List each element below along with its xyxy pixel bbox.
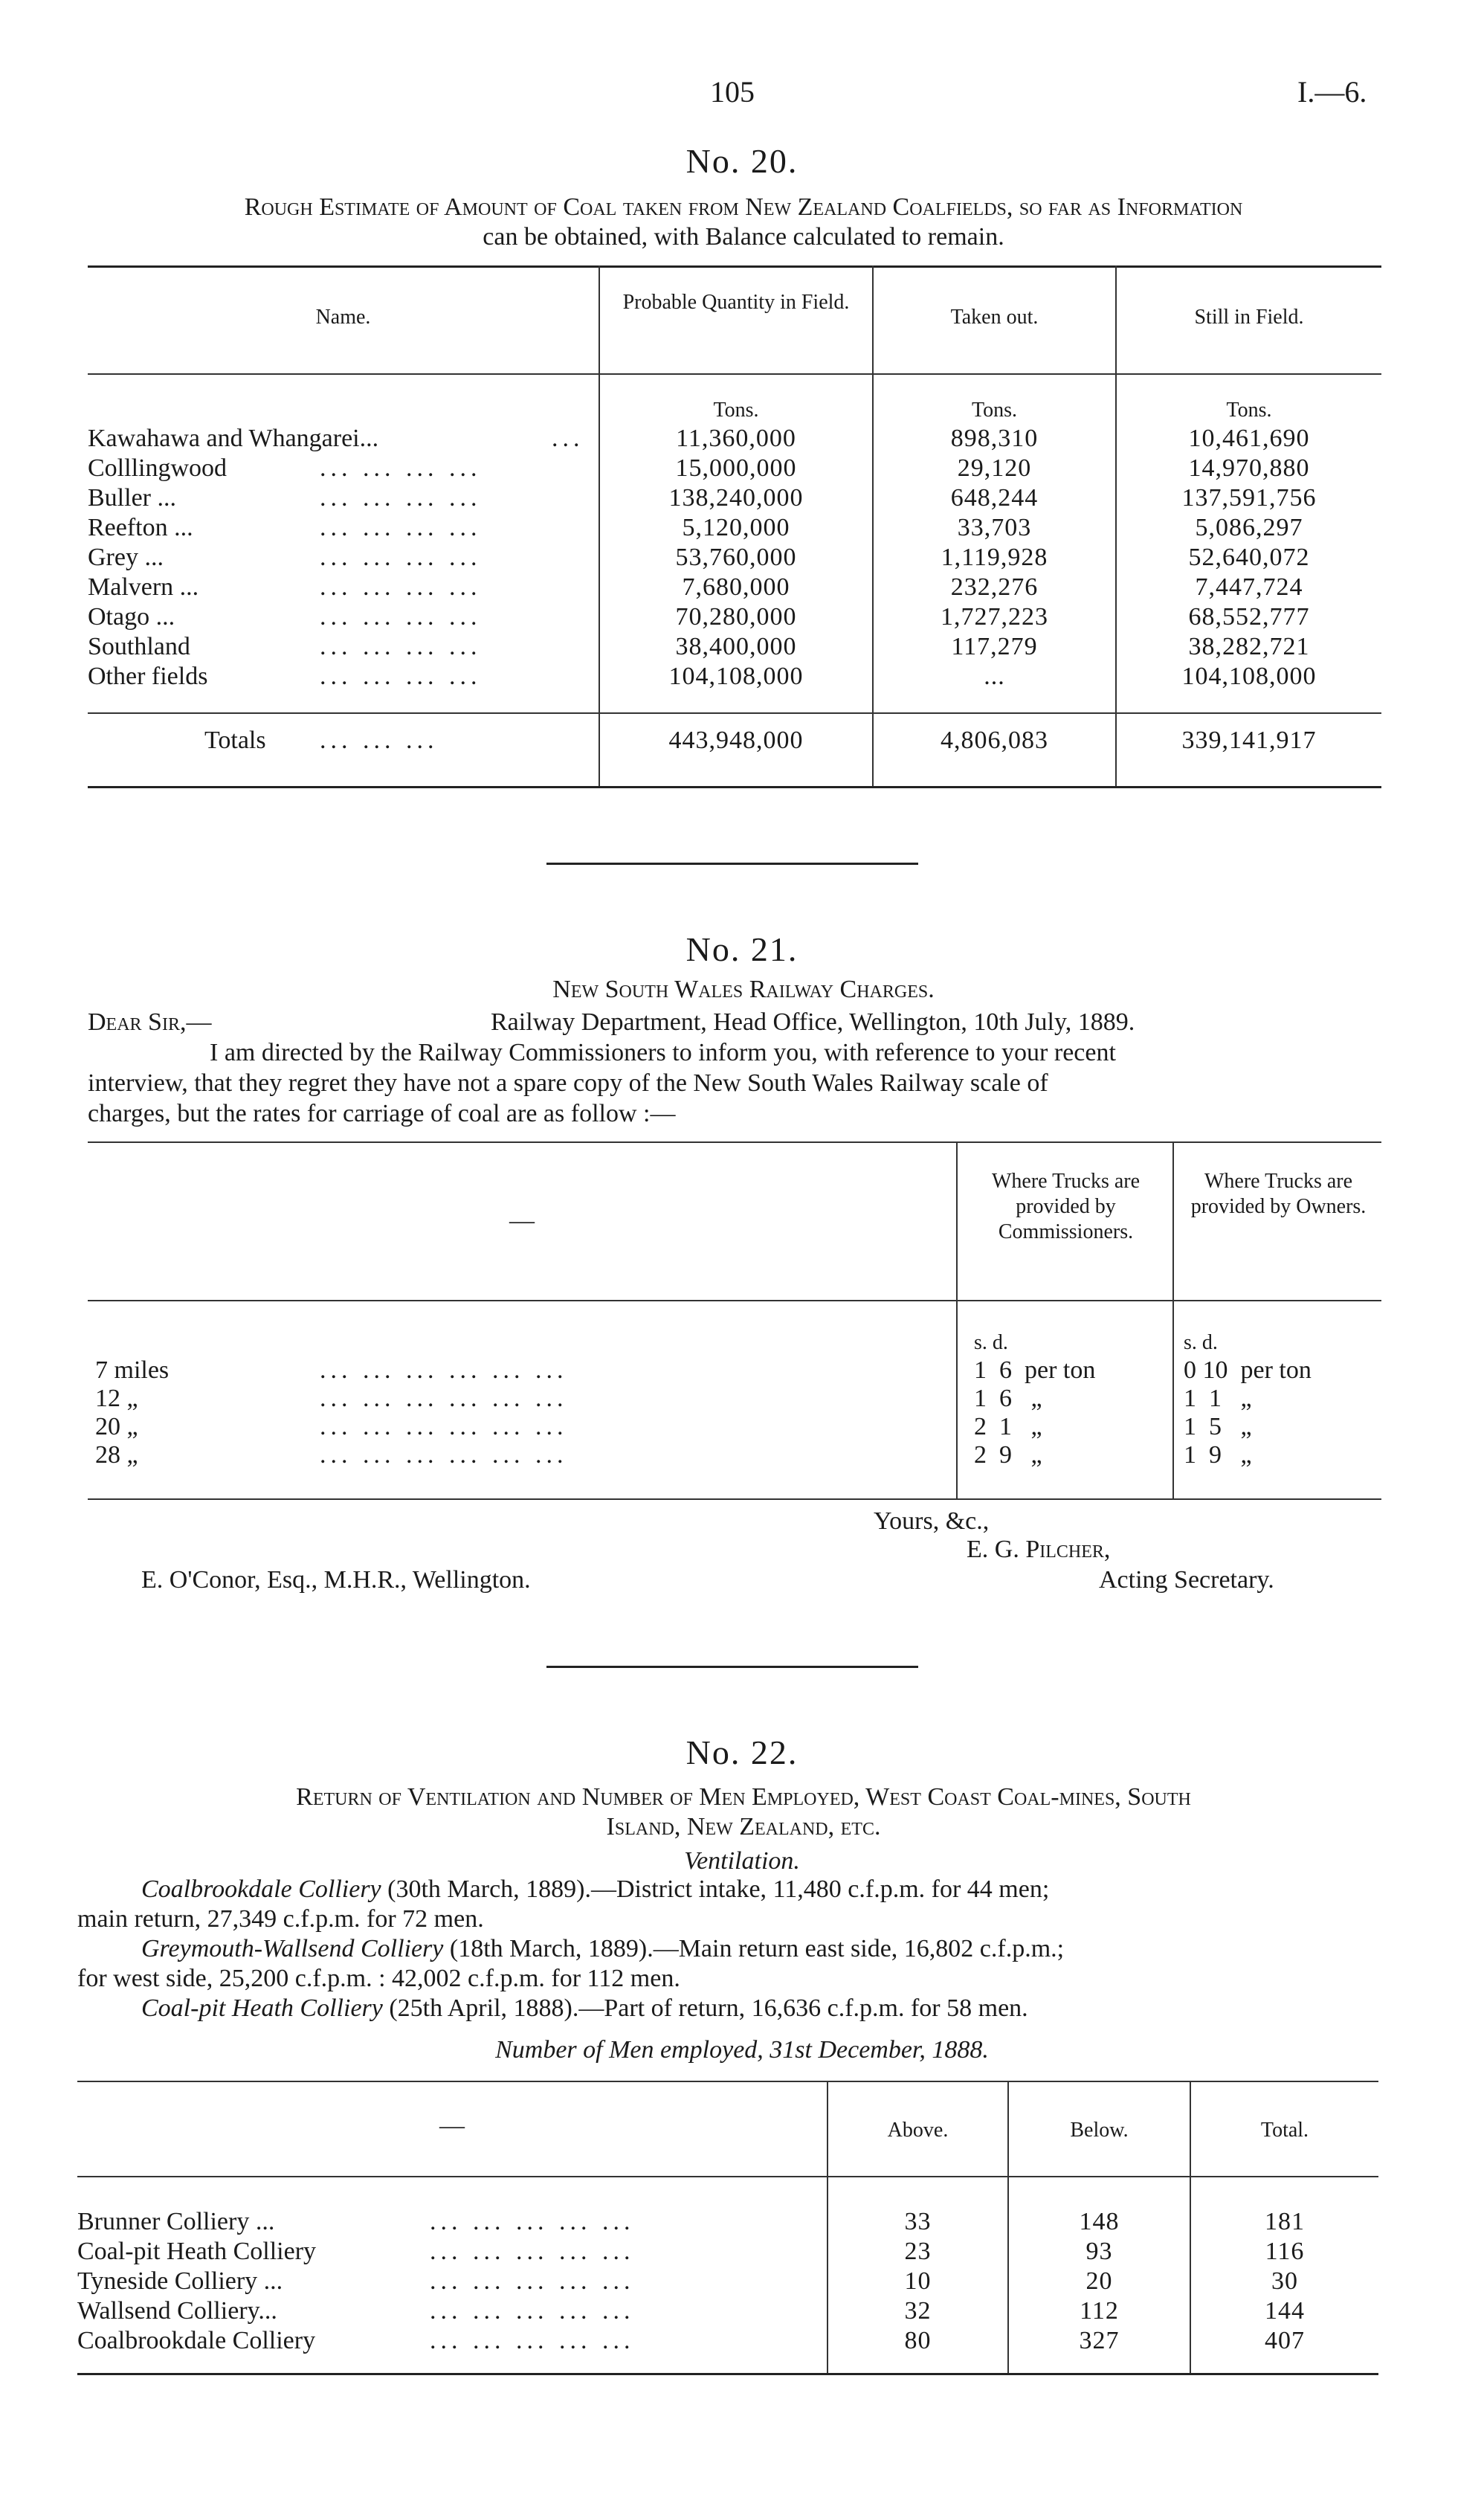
men-table-row-below: 20 bbox=[1085, 2267, 1113, 2295]
table20-row-still: 7,447,724 bbox=[1195, 573, 1303, 601]
letter21-row-owners: 1 1 „ bbox=[1184, 1385, 1252, 1412]
page-number: 105 bbox=[710, 75, 755, 109]
ventilation-greymouth-line2: for west side, 25,200 c.f.p.m. : 42,002 c.f.p.m. for 112 men. bbox=[77, 1965, 680, 1992]
men-table-row-below: 327 bbox=[1079, 2327, 1120, 2354]
letter21-row-commissioners: 1 6 per ton bbox=[974, 1356, 1096, 1384]
table20-row-name: Malvern ... bbox=[88, 573, 199, 601]
table20-row-probable: 104,108,000 bbox=[668, 663, 804, 690]
ventilation-greymouth-name: Greymouth-Wallsend Colliery bbox=[141, 1935, 444, 1962]
table20-totals-taken: 4,806,083 bbox=[941, 727, 1048, 754]
table20-row-taken: ... bbox=[984, 663, 1005, 690]
ventilation-coalpit-line1 bbox=[141, 1993, 1028, 2023]
letter21-row-commissioners: 2 1 „ bbox=[974, 1413, 1042, 1440]
men-table-row-above: 80 bbox=[904, 2327, 932, 2354]
table20-row-name: Otago ... bbox=[88, 603, 175, 631]
table20-row-taken: 648,244 bbox=[950, 484, 1039, 512]
letter21-row-dots: ... ... ... ... ... ... bbox=[320, 1441, 568, 1469]
table20-row-taken: 1,727,223 bbox=[941, 603, 1048, 631]
letter21-row-distance: 20 „ bbox=[95, 1413, 138, 1440]
ventilation-coalbrookdale-name: Coalbrookdale Colliery bbox=[141, 1875, 381, 1903]
table20-col-taken: Taken out. bbox=[950, 306, 1039, 329]
letter21-row-dots: ... ... ... ... ... ... bbox=[320, 1356, 568, 1384]
men-table-row-above: 23 bbox=[904, 2238, 932, 2265]
men-table-row-name: Tyneside Colliery ... bbox=[77, 2267, 283, 2295]
letter21-title: No. 21. bbox=[685, 930, 799, 968]
men-table-row-above: 32 bbox=[904, 2297, 932, 2325]
section-divider-2 bbox=[546, 1666, 918, 1668]
table20-row-probable: 5,120,000 bbox=[682, 514, 790, 541]
table20-totals-rule bbox=[88, 712, 1381, 714]
letter21-row-owners: 1 5 „ bbox=[1184, 1413, 1252, 1440]
table20-row-name: Grey ... bbox=[88, 544, 164, 571]
letter21-table-bottom-rule bbox=[88, 1498, 1381, 1500]
men-table-row-dots: ... ... ... ... ... bbox=[430, 2238, 635, 2265]
table20-row-dots: ... ... ... ... bbox=[320, 663, 482, 690]
letter21-table-unit-commissioners: s. d. bbox=[974, 1331, 1008, 1354]
table20-row-taken: 898,310 bbox=[950, 425, 1039, 452]
table20-totals-dots: ... ... ... bbox=[320, 727, 439, 754]
ventilation-coalbrookdale-text: (30th March, 1889).—District intake, 11,480 c.f.p.m. for 44 men; bbox=[381, 1875, 1050, 1903]
men-table-row-total: 181 bbox=[1265, 2208, 1305, 2235]
table20-row-dots: ... ... ... ... bbox=[320, 544, 482, 571]
section22-title: No. 22. bbox=[685, 1733, 799, 1771]
men-table-row-dots: ... ... ... ... ... bbox=[430, 2327, 635, 2354]
table20-row-probable: 53,760,000 bbox=[675, 544, 797, 571]
men-table-row-name: Coal-pit Heath Colliery bbox=[77, 2238, 317, 2265]
letter21-row-commissioners: 1 6 „ bbox=[974, 1385, 1042, 1412]
men-table-row-name: Wallsend Colliery... bbox=[77, 2297, 277, 2325]
table20-totals-probable: 443,948,000 bbox=[668, 727, 804, 754]
table20-totals-still: 339,141,917 bbox=[1181, 727, 1317, 754]
ventilation-heading: Ventilation. bbox=[684, 1847, 800, 1875]
table20-row-name: Southland bbox=[88, 633, 190, 660]
table20-row-name: Buller ... bbox=[88, 484, 176, 512]
table20-row-taken: 33,703 bbox=[957, 514, 1032, 541]
table20-row-still: 137,591,756 bbox=[1181, 484, 1317, 512]
men-table-row-below: 148 bbox=[1079, 2208, 1120, 2235]
letter21-table-blank-header: — bbox=[509, 1207, 535, 1234]
letter21-table-vline-2 bbox=[1172, 1141, 1174, 1498]
men-table-row-dots: ... ... ... ... ... bbox=[430, 2297, 635, 2325]
letter21-row-distance: 12 „ bbox=[95, 1385, 138, 1412]
table20-row-still: 5,086,297 bbox=[1195, 514, 1303, 541]
letter21-row-distance: 7 miles bbox=[95, 1356, 170, 1384]
table20-heading-line1: Rough Estimate of Amount of Coal taken from New Zealand Coalfields, so far as Information bbox=[244, 193, 1243, 221]
table20-row-taken: 232,276 bbox=[950, 573, 1039, 601]
table20-row-probable: 138,240,000 bbox=[668, 484, 804, 512]
letter21-row-distance: 28 „ bbox=[95, 1441, 138, 1469]
men-table-row-total: 144 bbox=[1265, 2297, 1305, 2325]
table20-row-still: 38,282,721 bbox=[1188, 633, 1310, 660]
page-reference: I.—6. bbox=[1297, 75, 1367, 109]
table20-row-taken: 117,279 bbox=[951, 633, 1038, 660]
table20-col-probable: Probable Quantity in Field. bbox=[622, 291, 850, 314]
ventilation-greymouth-text: (18th March, 1889).—Main return east side, 16,802 c.f.p.m.; bbox=[443, 1935, 1065, 1962]
men-table-blank-header: — bbox=[439, 2112, 465, 2139]
letter21-signature: E. G. Pilcher, bbox=[967, 1536, 1111, 1563]
table20-heading-line2: can be obtained, with Balance calculated to remain. bbox=[483, 223, 1004, 251]
table20-header-rule bbox=[88, 373, 1381, 375]
table20-totals-label: Totals bbox=[204, 727, 266, 754]
letter21-row-owners: 0 10 per ton bbox=[1184, 1356, 1312, 1384]
letter21-heading: New South Wales Railway Charges. bbox=[552, 976, 935, 1003]
table20-unit-probable: Tons. bbox=[713, 399, 759, 422]
table20-row-dots: ... bbox=[552, 425, 584, 452]
table20-row-still: 10,461,690 bbox=[1188, 425, 1310, 452]
men-table-bottom-rule bbox=[77, 2373, 1378, 2375]
men-table-row-total: 30 bbox=[1271, 2267, 1298, 2295]
letter21-row-dots: ... ... ... ... ... ... bbox=[320, 1413, 568, 1440]
letter21-table-unit-owners: s. d. bbox=[1184, 1331, 1218, 1354]
table20-row-probable: 38,400,000 bbox=[675, 633, 797, 660]
letter21-closing: Yours, &c., bbox=[874, 1507, 990, 1535]
men-table-row-total: 407 bbox=[1265, 2327, 1305, 2354]
letter21-table-col-owners: Where Trucks are provided by Owners. bbox=[1190, 1170, 1367, 1218]
table20-row-dots: ... ... ... ... bbox=[320, 633, 482, 660]
letter21-signature-title: Acting Secretary. bbox=[1099, 1566, 1274, 1594]
men-table-col-below: Below. bbox=[1070, 2119, 1129, 2142]
men-table-row-above: 10 bbox=[904, 2267, 932, 2295]
table20-row-dots: ... ... ... ... bbox=[320, 514, 482, 541]
table20-top-rule bbox=[88, 265, 1381, 268]
men-table-col-total: Total. bbox=[1260, 2119, 1309, 2142]
letter21-body-line3: charges, but the rates for carriage of coal are as follow :— bbox=[88, 1100, 676, 1127]
ventilation-greymouth-line1 bbox=[141, 1933, 1064, 1964]
table20-row-still: 14,970,880 bbox=[1188, 454, 1310, 482]
table20-row-name: Colllingwood bbox=[88, 454, 228, 482]
men-table-row-below: 112 bbox=[1080, 2297, 1119, 2325]
table20-col-name: Name. bbox=[315, 306, 371, 329]
letter21-salutation: Dear Sir,— bbox=[88, 1008, 212, 1036]
table20-bottom-rule bbox=[88, 786, 1381, 788]
section22-heading-line2: Island, New Zealand, etc. bbox=[606, 1813, 881, 1840]
ventilation-coalpit-name: Coal-pit Heath Colliery bbox=[141, 1994, 383, 2022]
men-table-row-dots: ... ... ... ... ... bbox=[430, 2208, 635, 2235]
table20-row-dots: ... ... ... ... bbox=[320, 484, 482, 512]
table20-row-name: Other fields bbox=[88, 663, 208, 690]
table20-unit-taken: Tons. bbox=[971, 399, 1018, 422]
men-table-top-rule bbox=[77, 2081, 1378, 2082]
table20-row-taken: 29,120 bbox=[957, 454, 1032, 482]
table20-row-still: 52,640,072 bbox=[1188, 544, 1310, 571]
table20-row-dots: ... ... ... ... bbox=[320, 573, 482, 601]
table20-row-probable: 15,000,000 bbox=[675, 454, 797, 482]
men-table-row-name: Brunner Colliery ... bbox=[77, 2208, 275, 2235]
table20-row-name: Reefton ... bbox=[88, 514, 193, 541]
letter21-table-vline-1 bbox=[956, 1141, 958, 1498]
men-employed-heading: Number of Men employed, 31st December, 1888. bbox=[495, 2036, 989, 2064]
men-table-row-total: 116 bbox=[1265, 2238, 1305, 2265]
table20-title: No. 20. bbox=[685, 142, 799, 180]
table20-row-dots: ... ... ... ... bbox=[320, 603, 482, 631]
section-divider-1 bbox=[546, 863, 918, 865]
table20-row-probable: 70,280,000 bbox=[675, 603, 797, 631]
letter21-table-col-commissioners: Where Trucks are provided by Commissioners. bbox=[991, 1170, 1141, 1243]
ventilation-coalbrookdale-line1 bbox=[141, 1874, 1049, 1904]
letter21-row-commissioners: 2 9 „ bbox=[974, 1441, 1042, 1469]
letter21-addressee: E. O'Conor, Esq., M.H.R., Wellington. bbox=[141, 1566, 531, 1594]
letter21-dateline: Railway Department, Head Office, Wellington, 10th July, 1889. bbox=[491, 1008, 1135, 1036]
letter21-body-line2: interview, that they regret they have not a spare copy of the New South Wales Railway scale of bbox=[88, 1069, 1048, 1097]
table20-row-probable: 7,680,000 bbox=[682, 573, 790, 601]
table20-row-still: 68,552,777 bbox=[1188, 603, 1310, 631]
table20-row-name: Kawahawa and Whangarei... bbox=[88, 425, 379, 452]
letter21-body-line1: I am directed by the Railway Commissioners to inform you, with reference to your recent bbox=[210, 1039, 1116, 1066]
men-table-row-dots: ... ... ... ... ... bbox=[430, 2267, 635, 2295]
letter21-row-dots: ... ... ... ... ... ... bbox=[320, 1385, 568, 1412]
men-table-row-name: Coalbrookdale Colliery bbox=[77, 2327, 316, 2354]
men-table-col-above: Above. bbox=[887, 2119, 949, 2142]
letter21-table-header-rule bbox=[88, 1300, 1381, 1301]
letter21-table-top-rule bbox=[88, 1141, 1381, 1143]
table20-row-taken: 1,119,928 bbox=[941, 544, 1048, 571]
men-table-header-rule bbox=[77, 2176, 1378, 2177]
table20-col-still: Still in Field. bbox=[1194, 306, 1304, 329]
section22-heading-line1: Return of Ventilation and Number of Men Employed, West Coast Coal-mines, South bbox=[296, 1783, 1191, 1811]
table20-row-probable: 11,360,000 bbox=[676, 425, 796, 452]
men-table-row-below: 93 bbox=[1085, 2238, 1113, 2265]
table20-row-still: 104,108,000 bbox=[1181, 663, 1317, 690]
letter21-row-owners: 1 9 „ bbox=[1184, 1441, 1252, 1469]
men-table-row-above: 33 bbox=[904, 2208, 932, 2235]
table20-row-dots: ... ... ... ... bbox=[320, 454, 482, 482]
ventilation-coalbrookdale-line2: main return, 27,349 c.f.p.m. for 72 men. bbox=[77, 1905, 484, 1933]
ventilation-coalpit-text: (25th April, 1888).—Part of return, 16,636 c.f.p.m. for 58 men. bbox=[382, 1994, 1028, 2022]
table20-unit-still: Tons. bbox=[1226, 399, 1272, 422]
